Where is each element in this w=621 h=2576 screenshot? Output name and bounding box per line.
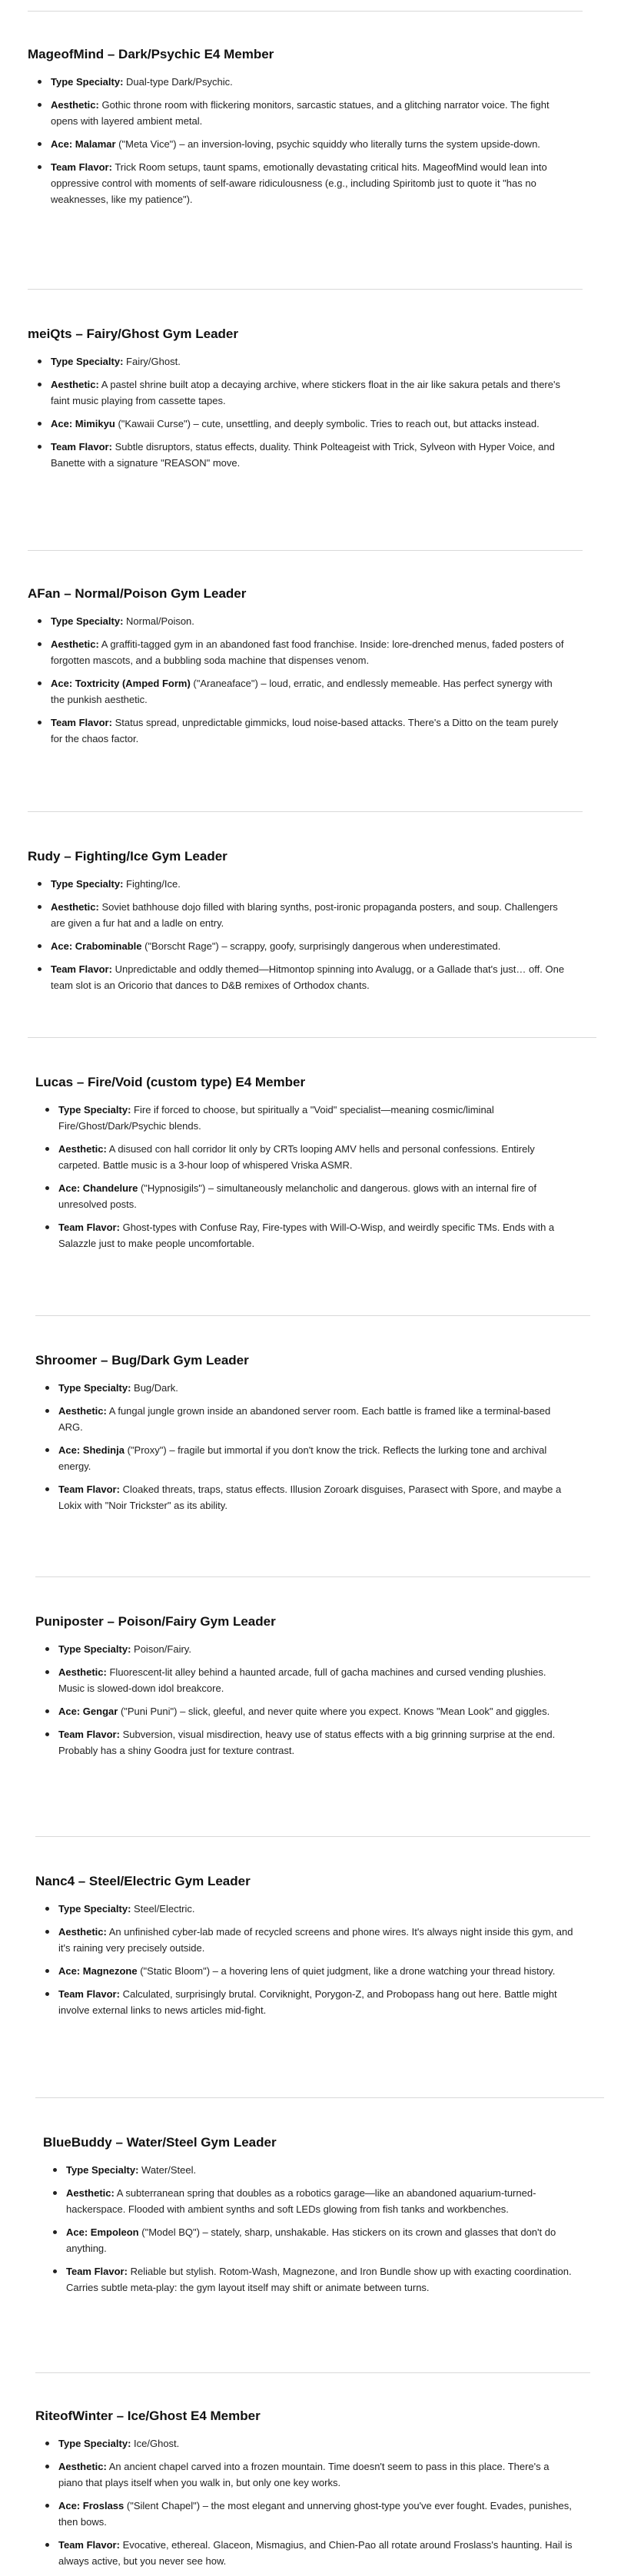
list-item: [58, 1986, 573, 2018]
item-text: Gothic throne room with flickering monitors, sarcastic statues, and a glitching narrator voice. The fight opens with layered ambient metal.: [51, 99, 550, 127]
section-title: meiQts – Fairy/Ghost Gym Leader: [28, 327, 238, 341]
item-label: Type Specialty:: [66, 2164, 139, 2176]
item-text: Fluorescent-lit alley behind a haunted arcade, full of gacha machines and cursed vending plushies. Music is slowed-down idol breakcore.: [58, 1666, 546, 1694]
item-text: An unfinished cyber-lab made of recycled screens and phone wires. It's always night inside this gym, and it's raining very precisely outside.: [58, 1926, 573, 1954]
item-text: A pastel shrine built atop a decaying archive, where stickers float in the air like sakura petals and there's faint music playing from cassette tapes.: [51, 379, 560, 406]
list-item: [58, 1901, 573, 1917]
item-label: Ace: Froslass: [58, 2500, 125, 2511]
list-item: [51, 876, 566, 892]
detail-list: [28, 353, 566, 471]
item-text: Cloaked threats, traps, status effects. Illusion Zoroark disguises, Parasect with Spore, and maybe a Lokix with "Noir Trickster" as its ability.: [58, 1484, 562, 1511]
item-label: Team Flavor:: [58, 1484, 120, 1495]
item-label: Type Specialty:: [58, 1104, 131, 1116]
list-item: [51, 439, 566, 471]
item-label: Aesthetic:: [58, 2461, 107, 2472]
list-item: [51, 376, 566, 409]
item-text: Subtle disruptors, status effects, duality. Think Polteageist with Trick, Sylveon with Hyper Voice, and Banette with a signature "REASON" move.: [51, 441, 555, 469]
list-item: [58, 2537, 573, 2569]
list-item: [58, 1641, 573, 1657]
item-text: ("Kawaii Curse") – cute, unsettling, and deeply symbolic. Tries to reach out, but attacks instead.: [118, 418, 540, 429]
item-text: Reliable but stylish. Rotom-Wash, Magnezone, and Iron Bundle show up with exacting coordination. Carries subtle meta-play: the gym layout itself may shift or animate between turns.: [66, 2266, 572, 2293]
item-text: Fire if forced to choose, but spiritually a "Void" specialist—meaning cosmic/liminal Fire/Ghost/Dark/Psychic blends.: [58, 1104, 494, 1132]
item-label: Aesthetic:: [51, 901, 99, 913]
item-label: Ace: Empoleon: [66, 2226, 139, 2238]
list-item: [58, 2435, 573, 2452]
item-label: Team Flavor:: [58, 1988, 120, 2000]
item-label: Aesthetic:: [51, 638, 99, 650]
item-text: A disused con hall corridor lit only by CRTs looping AMV hells and personal confessions. Entirely carpeted. Battle music is a 3-hour loop of whispered Vriska ASMR.: [58, 1143, 535, 1171]
item-text: An ancient chapel carved into a frozen mountain. Time doesn't seem to pass in this place. There's a piano that plays itself when you walk in, but only one key works.: [58, 2461, 550, 2488]
section-mageofmind: [28, 46, 566, 214]
item-text: ("Hypnosigils") – simultaneously melancholic and dangerous. glows with an internal fire of unresolved posts.: [58, 1182, 536, 1210]
list-item: [58, 1180, 573, 1212]
list-item: [58, 1703, 573, 1719]
section-title: Puniposter – Poison/Fairy Gym Leader: [35, 1614, 276, 1629]
list-item: [51, 136, 566, 152]
divider: [28, 550, 583, 551]
item-text: ("Araneaface") – loud, erratic, and endlessly memeable. Has perfect synergy with the punkish aesthetic.: [51, 678, 553, 705]
section-nanc4: [35, 1873, 573, 2025]
item-label: Aesthetic:: [66, 2187, 115, 2199]
section-title: Lucas – Fire/Void (custom type) E4 Member: [35, 1075, 306, 1089]
list-item: [51, 74, 566, 90]
item-text: ("Borscht Rage") – scrappy, goofy, surprisingly dangerous when underestimated.: [144, 940, 501, 952]
list-item: [51, 675, 566, 708]
item-text: Ice/Ghost.: [134, 2438, 180, 2449]
item-label: Team Flavor:: [58, 2539, 120, 2551]
divider: [35, 1576, 590, 1577]
item-label: Team Flavor:: [51, 717, 112, 728]
item-label: Type Specialty:: [51, 76, 124, 88]
detail-list: [35, 2435, 573, 2569]
list-item: [51, 416, 566, 432]
list-item: [66, 2224, 581, 2256]
list-item: [51, 636, 566, 668]
item-text: Fairy/Ghost.: [126, 356, 181, 367]
item-label: Type Specialty:: [58, 1643, 131, 1655]
list-item: [58, 1403, 573, 1435]
divider: [35, 2372, 590, 2373]
list-item: [58, 1380, 573, 1396]
item-text: ("Puni Puni") – slick, gleeful, and never quite where you expect. Knows "Mean Look" and giggles.: [120, 1706, 550, 1717]
list-item: [51, 899, 566, 931]
item-label: Ace: Shedinja: [58, 1444, 125, 1456]
item-label: Type Specialty:: [58, 1382, 131, 1394]
section-meiqts: [28, 326, 566, 478]
item-text: Ghost-types with Confuse Ray, Fire-types with Will-O-Wisp, and weirdly specific TMs. Ends with a Salazzle just to make people uncomfortable.: [58, 1222, 555, 1249]
item-label: Ace: Toxtricity (Amped Form): [51, 678, 191, 689]
detail-list: [35, 1102, 573, 1252]
item-label: Aesthetic:: [51, 379, 99, 390]
item-text: Evocative, ethereal. Glaceon, Mismagius, and Chien-Pao all rotate around Froslass's haunting. Hail is always active, but you never see how.: [58, 2539, 573, 2567]
list-item: [51, 938, 566, 954]
item-label: Ace: Crabominable: [51, 940, 142, 952]
section-title: BlueBuddy – Water/Steel Gym Leader: [43, 2135, 277, 2150]
item-text: Poison/Fairy.: [134, 1643, 191, 1655]
list-item: [51, 159, 566, 207]
item-text: Trick Room setups, taunt spams, emotionally devastating critical hits. MageofMind would lean into oppressive control with moments of self-aware ridiculousness (e.g., including Spiritomb just to quote it "has no weaknesses, like my patience").: [51, 161, 547, 205]
section-riteofwinter: [35, 2408, 573, 2576]
item-label: Team Flavor:: [51, 161, 112, 173]
section-title: MageofMind – Dark/Psychic E4 Member: [28, 47, 274, 61]
divider: [28, 11, 583, 12]
divider: [35, 2097, 604, 2098]
item-text: Water/Steel.: [141, 2164, 197, 2176]
item-text: A subterranean spring that doubles as a robotics garage—like an abandoned aquarium-turned-hackerspace. Flooded with ambient synths and soft LEDs glowing from fish tanks and workbenches.: [66, 2187, 536, 2215]
detail-list: [35, 1380, 573, 1513]
list-item: [58, 1481, 573, 1513]
item-text: Fighting/Ice.: [126, 878, 181, 890]
divider: [35, 1836, 590, 1837]
item-text: ("Model BQ") – stately, sharp, unshakable. Has stickers on its crown and glasses that don't do anything.: [66, 2226, 556, 2254]
list-item: [58, 1664, 573, 1696]
section-title: RiteofWinter – Ice/Ghost E4 Member: [35, 2409, 261, 2423]
list-item: [58, 1924, 573, 1956]
item-label: Ace: Gengar: [58, 1706, 118, 1717]
item-label: Ace: Mimikyu: [51, 418, 115, 429]
item-label: Aesthetic:: [58, 1926, 107, 1938]
item-label: Aesthetic:: [58, 1666, 107, 1678]
section-title: Nanc4 – Steel/Electric Gym Leader: [35, 1874, 251, 1888]
item-label: Team Flavor:: [66, 2266, 128, 2277]
list-item: [51, 613, 566, 629]
detail-list: [28, 613, 566, 747]
item-text: Normal/Poison.: [126, 615, 194, 627]
list-item: [58, 1963, 573, 1979]
item-label: Type Specialty:: [58, 1903, 131, 1915]
divider: [28, 1037, 596, 1038]
list-item: [66, 2185, 581, 2217]
item-text: Steel/Electric.: [134, 1903, 195, 1915]
section-title: Rudy – Fighting/Ice Gym Leader: [28, 849, 227, 864]
list-item: [58, 2458, 573, 2491]
detail-list: [28, 74, 566, 207]
item-text: Soviet bathhouse dojo filled with blaring synths, post-ironic propaganda posters, and soup. Challengers are given a fur hat and a ladle on entry.: [51, 901, 558, 929]
section-lucas: [35, 1074, 573, 1258]
divider: [28, 811, 583, 812]
divider: [35, 1315, 590, 1316]
item-text: Calculated, surprisingly brutal. Corviknight, Porygon-Z, and Probopass hang out here. Battle might involve external links to news articles mid-fight.: [58, 1988, 557, 2016]
section-bluebuddy: [43, 2134, 581, 2302]
list-item: [51, 961, 566, 993]
item-label: Ace: Magnezone: [58, 1965, 138, 1977]
list-item: [51, 714, 566, 747]
list-item: [51, 97, 566, 129]
list-item: [51, 353, 566, 370]
item-text: Status spread, unpredictable gimmicks, loud noise-based attacks. There's a Ditto on the team purely for the chaos factor.: [51, 717, 559, 744]
section-afan: [28, 585, 566, 754]
list-item: [58, 1726, 573, 1759]
item-text: ("Proxy") – fragile but immortal if you don't know the trick. Reflects the lurking tone and archival energy.: [58, 1444, 547, 1472]
item-label: Team Flavor:: [51, 963, 112, 975]
list-item: [58, 2498, 573, 2530]
item-label: Team Flavor:: [58, 1729, 120, 1740]
item-text: Subversion, visual misdirection, heavy use of status effects with a big grinning surprise at the end. Probably has a shiny Goodra just for texture contrast.: [58, 1729, 556, 1756]
divider: [28, 289, 583, 290]
item-text: Dual-type Dark/Psychic.: [126, 76, 233, 88]
item-label: Type Specialty:: [58, 2438, 131, 2449]
detail-list: [35, 1641, 573, 1759]
detail-list: [43, 2162, 581, 2296]
item-text: Unpredictable and oddly themed—Hitmontop spinning into Avalugg, or a Gallade that's just… off. One team slot is an Oricorio that dances to D&B remixes of Orthodox chants.: [51, 963, 565, 991]
section-title: AFan – Normal/Poison Gym Leader: [28, 586, 247, 601]
item-label: Type Specialty:: [51, 615, 124, 627]
item-label: Aesthetic:: [58, 1405, 107, 1417]
list-item: [66, 2162, 581, 2178]
item-text: ("Silent Chapel") – the most elegant and unnerving ghost-type you've ever fought. Evades, punishes, then bows.: [58, 2500, 572, 2528]
item-label: Type Specialty:: [51, 356, 124, 367]
item-label: Team Flavor:: [51, 441, 112, 453]
item-label: Aesthetic:: [51, 99, 99, 111]
section-title: Shroomer – Bug/Dark Gym Leader: [35, 1353, 249, 1368]
item-label: Type Specialty:: [51, 878, 124, 890]
detail-list: [35, 1901, 573, 2018]
section-puniposter: [35, 1613, 573, 1765]
item-text: A graffiti-tagged gym in an abandoned fast food franchise. Inside: lore-drenched menus, faded posters of forgotten mascots, and a bubbling soda machine that dispenses venom.: [51, 638, 564, 666]
item-text: ("Meta Vice") – an inversion-loving, psychic squiddy who literally turns the system upside-down.: [118, 138, 540, 150]
item-text: ("Static Bloom") – a hovering lens of quiet judgment, like a drone watching your thread history.: [140, 1965, 556, 1977]
list-item: [58, 1219, 573, 1252]
item-label: Ace: Malamar: [51, 138, 116, 150]
item-text: A fungal jungle grown inside an abandoned server room. Each battle is framed like a terminal-based ARG.: [58, 1405, 551, 1433]
detail-list: [28, 876, 566, 993]
list-item: [58, 1141, 573, 1173]
item-label: Team Flavor:: [58, 1222, 120, 1233]
list-item: [58, 1102, 573, 1134]
item-text: Bug/Dark.: [134, 1382, 178, 1394]
section-shroomer: [35, 1352, 573, 1520]
list-item: [58, 1442, 573, 1474]
item-label: Ace: Chandelure: [58, 1182, 138, 1194]
list-item: [66, 2263, 581, 2296]
item-label: Aesthetic:: [58, 1143, 107, 1155]
section-rudy: [28, 848, 566, 1000]
